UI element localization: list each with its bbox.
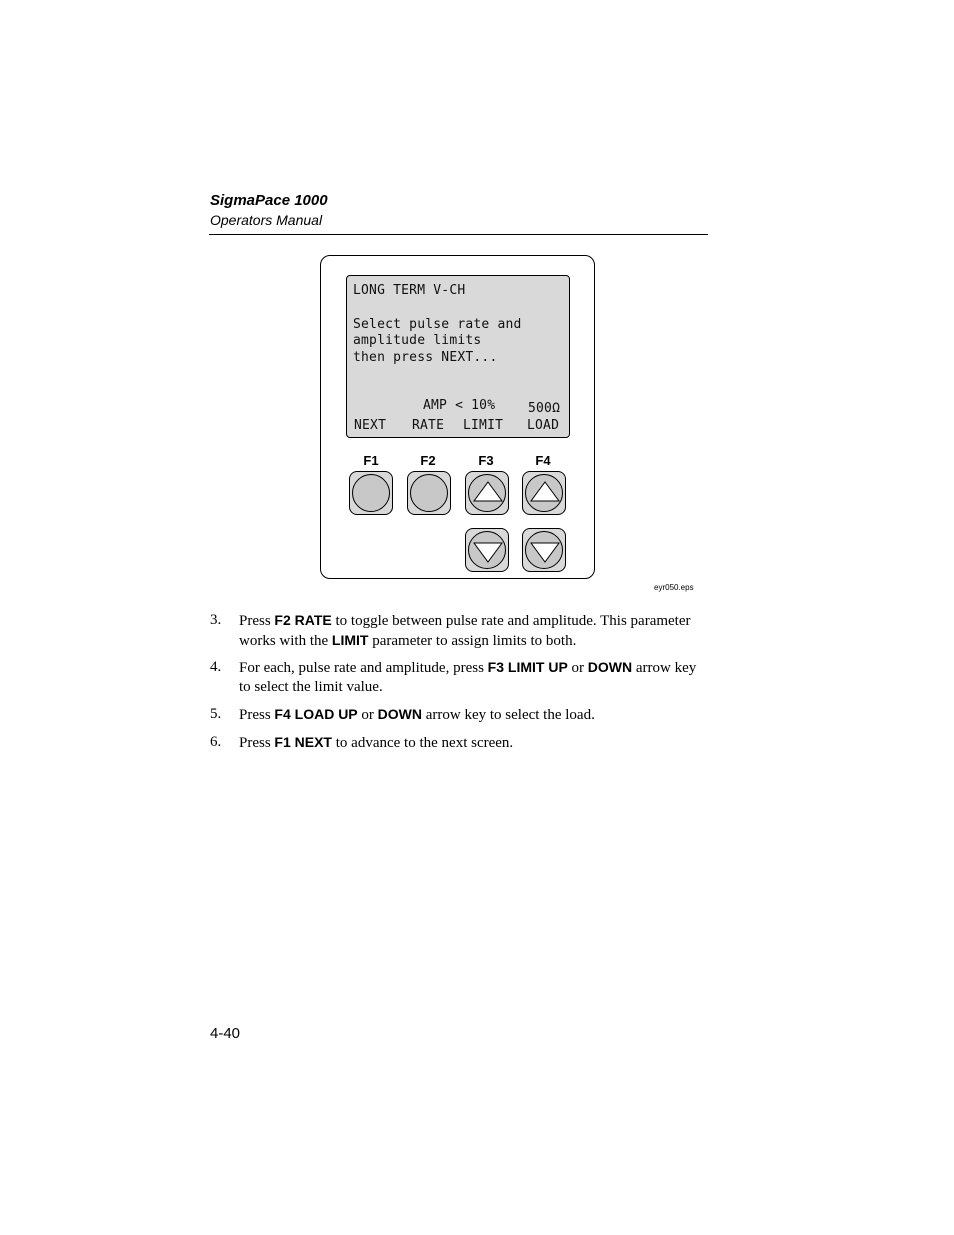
fkey-label-f4: F4 — [535, 453, 551, 468]
lcd-line-amplitude: amplitude limits — [353, 333, 482, 348]
step-number: 3. — [210, 612, 222, 628]
fkey-label-f3: F3 — [478, 453, 494, 468]
page-header-title: SigmaPace 1000 — [210, 192, 328, 209]
step-body: Press F4 LOAD UP or DOWN arrow key to select the load. — [239, 706, 595, 723]
step-number: 5. — [210, 706, 222, 722]
f4-up-key — [522, 471, 566, 515]
key-down: DOWN — [587, 659, 633, 675]
lcd-line-then: then press NEXT... — [353, 350, 498, 365]
down-arrow-icon — [466, 529, 510, 573]
f4-down-key — [522, 528, 566, 572]
key-f4-load-up: F4 LOAD UP — [274, 706, 358, 722]
lcd-softkey-rate: RATE — [412, 418, 445, 433]
f3-up-key — [465, 471, 509, 515]
key-f1-next: F1 NEXT — [274, 734, 332, 750]
step-number: 4. — [210, 659, 222, 675]
lcd-softkey-load: LOAD — [527, 418, 560, 433]
f1-key — [349, 471, 393, 515]
key-down: DOWN — [377, 706, 422, 722]
lcd-softkey-next: NEXT — [354, 418, 387, 433]
lcd-status-amp: AMP < 10% — [423, 398, 496, 413]
up-arrow-icon — [466, 472, 510, 516]
f2-key — [407, 471, 451, 515]
fkey-label-f2: F2 — [420, 453, 436, 468]
lcd-softkey-limit: LIMIT — [463, 418, 504, 433]
step-number: 6. — [210, 734, 222, 750]
lcd-line-title: LONG TERM V-CH — [353, 283, 466, 298]
step-body: Press F1 NEXT to advance to the next screen. — [239, 734, 514, 751]
step-body: Press F2 RATE to toggle between pulse rate and amplitude. This parameter works with the LIMIT parameter to assign limits to both. — [239, 612, 691, 649]
up-arrow-icon — [523, 472, 567, 516]
key-f3-limit-up: F3 LIMIT UP — [487, 659, 568, 675]
fkey-label-f1: F1 — [363, 453, 379, 468]
page-number: 4-40 — [210, 1025, 241, 1042]
lcd-line-select: Select pulse rate and — [353, 317, 522, 332]
figure-id: eyr050.eps — [654, 583, 694, 592]
key-limit: LIMIT — [331, 632, 369, 648]
lcd-status-load: 500Ω — [528, 401, 561, 416]
step-body: For each, pulse rate and amplitude, press F3 LIMIT UP or DOWN arrow key to select the limit value. — [239, 659, 697, 695]
page-header-subtitle: Operators Manual — [210, 212, 323, 228]
key-f2-rate: F2 RATE — [274, 612, 332, 628]
header-rule — [209, 234, 708, 235]
down-arrow-icon — [523, 529, 567, 573]
f3-down-key — [465, 528, 509, 572]
